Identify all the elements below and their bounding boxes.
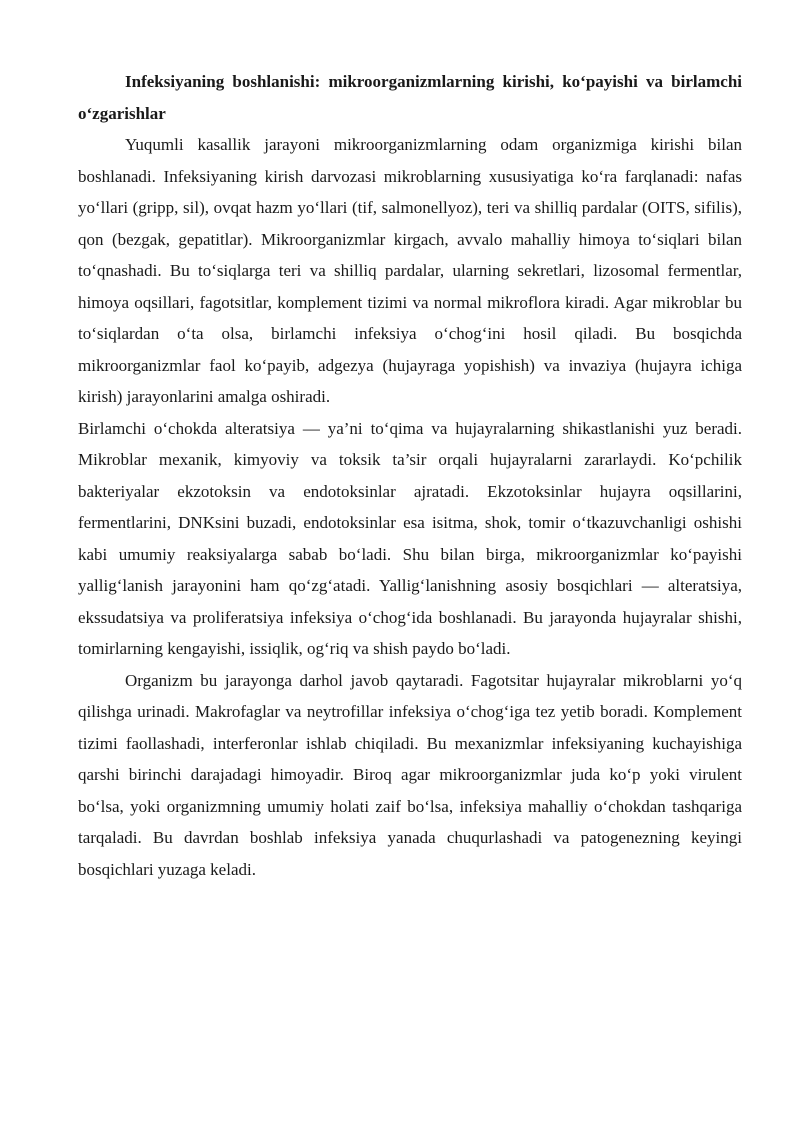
paragraph-entry-of-infection: Yuqumli kasallik jarayoni mikroorganizmlarning odam organizmiga kirishi bilan boshlanadi. Infeksiyaning kirish darvozasi mikroblarning xususiyatiga ko‘ra farqlanadi: nafas yo‘llari (gripp, sil), ovqat hazm yo‘llari (tif, salmonellyoz), teri va shilliq pardalar (OITS, sifilis), qon (bezgak, gepatitlar). Mikroorganizmlar kirgach, avvalo mahalliy himoya to‘siqlari bilan to‘qnashadi. Bu to‘siqlarga teri va shilliq pardalar, ularning sekretlari, lizosomal fermentlar, himoya oqsillari, fagotsitlar, komplement tizimi va normal mikroflora kiradi. Agar mikroblar bu to‘siqlardan o‘ta olsa, birlamchi infeksiya o‘chog‘ini hosil qiladi. Bu bosqichda mikroorganizmlar faol ko‘payib, adgezya (hujayraga yopishish) va invaziya (hujayra ichiga kirish) jarayonlarini amalga oshiradi. bbox=[78, 135, 742, 406]
paragraph-primary-focus-alteration: Birlamchi o‘chokda alteratsiya — ya’ni to‘qima va hujayralarning shikastlanishi yuz beradi. Mikroblar mexanik, kimyoviy va toksik ta’sir orqali hujayralarni zararlaydi. Ko‘pchilik bakteriyalar ekzotoksin va endotoksinlar ajratadi. Ekzotoksinlar hujayra oqsillarini, fermentlarini, DNKsini buzadi, endotoksinlar esa isitma, shok, tomir o‘tkazuvchanligi oshishi kabi umumiy reaksiyalarga sabab bo‘ladi. Shu bilan birga, mikroorganizmlar ko‘payishi yallig‘lanish jarayonini ham qo‘zg‘atadi. Yallig‘lanishning asosiy bosqichlari — alteratsiya, ekssudatsiya va proliferatsiya infeksiya o‘chog‘ida boshlanadi. Bu jarayonda hujayralar shishi, tomirlarning kengayishi, issiqlik, og‘riq va shish paydo bo‘ladi. bbox=[78, 418, 742, 658]
section-heading: Infeksiyaning boshlanishi: mikroorganizmlarning kirishi, ko‘payishi va birlamchi o‘zgarishlar bbox=[78, 72, 742, 123]
paragraph-organism-response: Organizm bu jarayonga darhol javob qaytaradi. Fagotsitar hujayralar mikroblarni yo‘q qilishga urinadi. Makrofaglar va neytrofillar infeksiya o‘chog‘iga tez yetib boradi. Komplement tizimi faollashadi, interferonlar ishlab chiqiladi. Bu mexanizmlar infeksiyaning kuchayishiga qarshi birinchi darajadagi himoyadir. Biroq agar mikroorganizmlar juda ko‘p yoki virulent bo‘lsa, yoki organizmning umumiy holati zaif bo‘lsa, infeksiya mahalliy o‘chokdan tashqariga tarqaladi. Bu davrdan boshlab infeksiya yanada chuqurlashadi va patogenezning keyingi bosqichlari yuzaga keladi. bbox=[78, 670, 742, 879]
document-page bbox=[78, 66, 742, 885]
